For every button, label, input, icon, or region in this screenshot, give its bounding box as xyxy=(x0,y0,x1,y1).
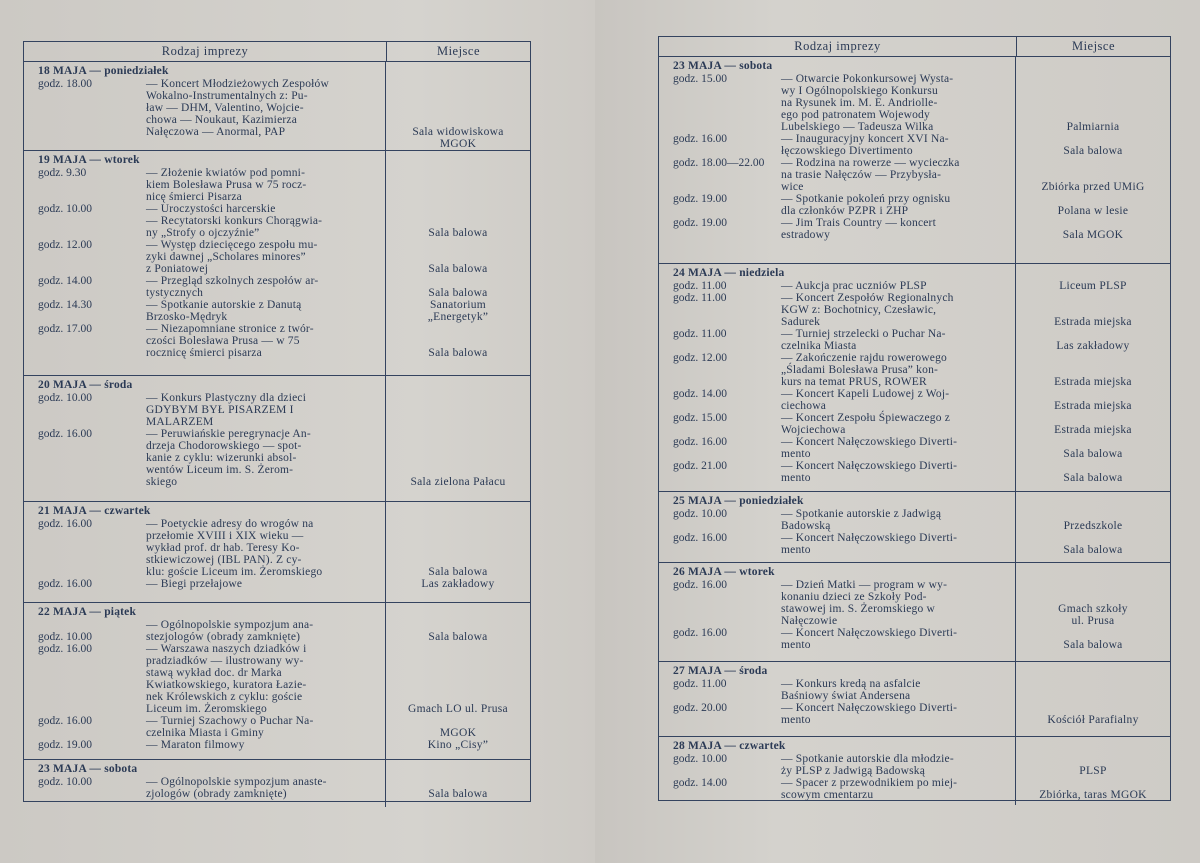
day-section xyxy=(659,662,1170,737)
event-time: godz. 10.00 xyxy=(38,203,92,215)
day-title: 23 MAJA — sobota xyxy=(38,763,138,775)
event-time: godz. 16.00 xyxy=(38,428,92,440)
event-row xyxy=(38,215,379,239)
event-description: — Warszawa naszych dziadków i pradziadków — ilustrowany wy- stawą wykład doc. dr Marka Kwiatkowskiego, kuratora Łazie- nek Królewskich z cyklu: goście Liceum im. Żeromskiego xyxy=(146,643,307,715)
event-time: godz. 16.00 xyxy=(38,715,92,727)
event-description: — Dzień Matki — program w wy- konaniu dzieci ze Szkoły Pod- stawowej im. S. Żeromskiego w Nałęczowie xyxy=(781,579,948,627)
event-row xyxy=(38,239,379,275)
event-row xyxy=(38,715,379,739)
day-places xyxy=(386,502,530,602)
event-time: godz. 14.00 xyxy=(673,777,727,789)
event-row xyxy=(673,436,1009,460)
event-row xyxy=(673,73,1009,133)
day-section xyxy=(24,151,530,376)
event-place: Polana w lesie xyxy=(1057,205,1129,217)
event-place: Estrada miejska xyxy=(1054,424,1132,436)
day-events xyxy=(24,603,386,759)
event-place: Przedszkole xyxy=(1063,520,1123,532)
event-time: godz. 16.00 xyxy=(38,578,92,590)
event-place: Sala balowa xyxy=(1063,145,1123,157)
event-row xyxy=(38,631,379,643)
event-time xyxy=(38,215,146,239)
event-description: — Ogólnopolskie sympozjum anaste- zjologów (obrady zamknięte) xyxy=(146,776,327,800)
event-description: — Biegi przełajowe xyxy=(146,578,243,590)
day-events xyxy=(659,492,1016,562)
header-place: Miejsce xyxy=(1071,39,1116,53)
day-places xyxy=(1016,492,1170,562)
day-events xyxy=(24,151,386,375)
day-section xyxy=(659,492,1170,563)
event-description: — Koncert Nałęczowskiego Diverti- mento xyxy=(781,702,958,726)
event-time xyxy=(38,619,146,631)
event-row xyxy=(38,578,379,590)
day-section xyxy=(659,737,1170,805)
event-row xyxy=(673,292,1009,328)
event-description: — Recytatorski konkurs Chorągwia- ny „Strofy o ojczyźnie” xyxy=(146,215,323,239)
event-place: Sala balowa xyxy=(428,788,488,800)
event-row xyxy=(673,753,1009,777)
event-description: — Spotkanie pokoleń przy ognisku dla członków PZPR i ZHP xyxy=(781,193,951,217)
event-time: godz. 16.00 xyxy=(673,627,727,639)
day-title: 23 MAJA — sobota xyxy=(673,60,773,72)
header-event-type: Rodzaj imprezy xyxy=(659,37,1017,56)
event-place: Sala balowa xyxy=(1063,639,1123,651)
event-description: — Koncert Kapeli Ludowej z Woj- ciechowa xyxy=(781,388,950,412)
day-events xyxy=(659,264,1016,491)
event-place: Sala balowa xyxy=(428,227,488,239)
event-row xyxy=(673,388,1009,412)
event-place: Zbiórka, taras MGOK xyxy=(1039,789,1147,801)
event-time: godz. 16.00 xyxy=(38,643,92,655)
event-row xyxy=(38,643,379,715)
event-time: godz. 10.00 xyxy=(673,753,727,765)
day-events xyxy=(24,62,386,150)
event-row xyxy=(38,392,379,428)
event-description: — Otwarcie Pokonkursowej Wysta- wy I Ogólnopolskiego Konkursu na Rysunek im. M. E. Andriolle- ego pod patronatem Wojewody Lubelskiego — Tadeusza Wilka xyxy=(781,73,954,133)
event-row xyxy=(38,776,379,800)
event-row xyxy=(673,532,1009,556)
day-section xyxy=(24,760,530,807)
event-description: — Spotkanie autorskie dla młodzie- ży PLSP z Jadwigą Badowską xyxy=(781,753,954,777)
day-section xyxy=(24,603,530,760)
day-places xyxy=(1016,57,1170,263)
day-title: 24 MAJA — niedziela xyxy=(673,267,785,279)
event-row xyxy=(38,203,379,215)
event-place: Gmach LO ul. Prusa xyxy=(408,703,508,715)
event-description: — Rodzina na rowerze — wycieczka na trasie Nałęczów — Przybysła- wice xyxy=(781,157,960,193)
event-time: godz. 10.00 xyxy=(38,631,92,643)
event-description: — Aukcja prac uczniów PLSP xyxy=(781,280,927,292)
event-description: — Poetyckie adresy do wrogów na przełomie XVIII i XIX wieku — wykład prof. dr hab. Teresy Ko- stkiewiczowej (IBL PAN). Z cy- klu: goście Liceum im. Żeromskiego xyxy=(146,518,323,578)
day-title: 27 MAJA — środa xyxy=(673,665,768,677)
event-description: — Koncert Zespołu Śpiewaczego z Wojciechowa xyxy=(781,412,951,436)
day-places xyxy=(1016,662,1170,736)
event-place: Sala MGOK xyxy=(1062,229,1124,241)
day-title: 26 MAJA — wtorek xyxy=(673,566,775,578)
event-time: godz. 10.00 xyxy=(673,508,727,520)
event-time: godz. 18.00 xyxy=(38,78,92,90)
day-events xyxy=(659,737,1016,805)
event-time: godz. 10.00 xyxy=(38,776,92,788)
day-places xyxy=(386,376,530,501)
event-row xyxy=(673,460,1009,484)
event-description: — Jim Trais Country — koncert estradowy xyxy=(781,217,936,241)
event-row xyxy=(38,518,379,578)
event-time: godz. 15.00 xyxy=(673,412,727,424)
event-row xyxy=(673,627,1009,651)
event-place: Palmiarnia xyxy=(1066,121,1120,133)
day-places xyxy=(1016,563,1170,661)
event-row xyxy=(38,428,379,488)
event-place: Sala zielona Pałacu xyxy=(410,476,506,488)
event-description: — Koncert Nałęczowskiego Diverti- mento xyxy=(781,532,958,556)
event-description: — Niezapomniane stronice z twór- czości Bolesława Prusa — w 75 rocznicę śmierci pisarza xyxy=(146,323,314,359)
event-time: godz. 19.00 xyxy=(38,739,92,751)
day-events xyxy=(24,760,386,807)
day-events xyxy=(659,57,1016,263)
day-events xyxy=(659,662,1016,736)
event-time: godz. 12.00 xyxy=(673,352,727,364)
event-time: godz. 16.00 xyxy=(673,532,727,544)
event-row xyxy=(673,777,1009,801)
event-time: godz. 11.00 xyxy=(673,678,727,690)
event-time: godz. 16.00 xyxy=(673,133,727,145)
event-row xyxy=(673,579,1009,627)
event-time: godz. 10.00 xyxy=(38,392,92,404)
day-places xyxy=(386,760,530,807)
event-row xyxy=(38,323,379,359)
day-title: 22 MAJA — piątek xyxy=(38,606,137,618)
event-time: godz. 16.00 xyxy=(673,436,727,448)
event-description: — Koncert Nałęczowskiego Diverti- mento xyxy=(781,627,958,651)
event-description: — Występ dziecięcego zespołu mu- zyki dawnej „Scholares minores” z Poniatowej xyxy=(146,239,318,275)
event-description: stezjologów (obrady zamknięte) xyxy=(146,631,301,643)
event-place: Estrada miejska xyxy=(1054,316,1132,328)
day-places xyxy=(386,603,530,759)
event-time: godz. 14.00 xyxy=(38,275,92,287)
event-place: Sala balowa xyxy=(428,631,488,643)
event-time: godz. 9.30 xyxy=(38,167,87,179)
event-row xyxy=(673,328,1009,352)
event-place: Estrada miejska xyxy=(1054,400,1132,412)
event-description: — Inauguracyjny koncert XVI Na- łęczowskiego Divertimento xyxy=(781,133,949,157)
event-description: — Przegląd szkolnych zespołów ar- tystycznych xyxy=(146,275,319,299)
day-places xyxy=(386,151,530,375)
event-row xyxy=(673,508,1009,532)
day-events xyxy=(24,376,386,501)
day-places xyxy=(1016,737,1170,805)
event-row xyxy=(673,193,1009,217)
day-section xyxy=(24,502,530,603)
event-place: Zbiórka przed UMiG xyxy=(1041,181,1145,193)
event-description: — Koncert Nałęczowskiego Diverti- mento xyxy=(781,436,958,460)
event-time: godz. 16.00 xyxy=(673,579,727,591)
event-place: MGOK Kino „Cisy” xyxy=(427,727,489,751)
event-time: godz. 14.00 xyxy=(673,388,727,400)
event-place: Sala balowa xyxy=(1063,472,1123,484)
event-place: Estrada miejska xyxy=(1054,376,1132,388)
event-time: godz. 11.00 xyxy=(673,280,727,292)
event-row xyxy=(673,280,1009,292)
day-section xyxy=(659,264,1170,492)
day-places xyxy=(386,62,530,150)
event-time: godz. 18.00—22.00 xyxy=(673,157,765,169)
day-title: 20 MAJA — środa xyxy=(38,379,133,391)
event-description: — Konkurs Plastyczny dla dzieci GDYBYM BYŁ PISARZEM I MALARZEM xyxy=(146,392,307,428)
event-row xyxy=(38,275,379,299)
event-time: godz. 20.00 xyxy=(673,702,727,714)
event-time: godz. 15.00 xyxy=(673,73,727,85)
event-description: — Spotkanie autorskie z Danutą Brzosko-Mędryk xyxy=(146,299,302,323)
day-title: 21 MAJA — czwartek xyxy=(38,505,151,517)
event-time: godz. 17.00 xyxy=(38,323,92,335)
event-row xyxy=(673,157,1009,193)
day-section xyxy=(24,376,530,502)
day-title: 18 MAJA — poniedziałek xyxy=(38,65,169,77)
table-header xyxy=(659,37,1170,57)
event-time: godz. 11.00 xyxy=(673,292,727,304)
event-row xyxy=(38,299,379,323)
event-time: godz. 16.00 xyxy=(38,518,92,530)
day-title: 25 MAJA — poniedziałek xyxy=(673,495,804,507)
event-description: — Złożenie kwiatów pod pomni- kiem Bolesława Prusa w 75 rocz- nicę śmierci Pisarza xyxy=(146,167,307,203)
table-header xyxy=(24,42,530,62)
event-place: PLSP xyxy=(1079,765,1107,777)
event-row xyxy=(673,678,1009,702)
event-description: — Maraton filmowy xyxy=(146,739,245,751)
event-place: Sala balowa Las zakładowy xyxy=(421,566,495,590)
day-section xyxy=(659,57,1170,264)
event-place: Gmach szkoły ul. Prusa xyxy=(1058,603,1128,627)
event-description: — Peruwiańskie peregrynacje An- drzeja Chodorowskiego — spot- kanie z cyklu: wizerunki absol- wentów Liceum im. S. Żerom- skiego xyxy=(146,428,311,488)
event-description: — Turniej strzelecki o Puchar Na- czelnika Miasta xyxy=(781,328,946,352)
event-place: Las zakładowy xyxy=(1056,340,1130,352)
day-title: 28 MAJA — czwartek xyxy=(673,740,786,752)
day-section xyxy=(659,563,1170,662)
event-description: — Spotkanie autorskie z Jadwigą Badowską xyxy=(781,508,942,532)
event-place: Sala balowa xyxy=(1063,448,1123,460)
event-time: godz. 14.30 xyxy=(38,299,92,311)
event-time: godz. 11.00 xyxy=(673,328,727,340)
day-section xyxy=(24,62,530,151)
event-place: Kościół Parafialny xyxy=(1047,714,1139,726)
event-time: godz. 19.00 xyxy=(673,193,727,205)
event-row xyxy=(673,217,1009,241)
event-row xyxy=(38,78,379,138)
event-row xyxy=(38,167,379,203)
header-place: Miejsce xyxy=(436,44,481,58)
event-place: Sala balowa Sanatorium „Energetyk” xyxy=(427,287,489,323)
day-events xyxy=(659,563,1016,661)
day-places xyxy=(1016,264,1170,491)
day-title: 19 MAJA — wtorek xyxy=(38,154,140,166)
event-description: — Konkurs kredą na asfalcie Baśniowy świat Andersena xyxy=(781,678,921,702)
event-place: Sala widowiskowa MGOK xyxy=(412,126,504,150)
event-time: godz. 21.00 xyxy=(673,460,727,472)
event-time: godz. 12.00 xyxy=(38,239,92,251)
event-description: — Koncert Młodzieżowych Zespołów Wokalno-Instrumentalnych z: Pu- ław — DHM, Valentino, Wojcie- chowa — Noukaut, Kazimierza Nałęczowa — Anormal, PAP xyxy=(146,78,330,138)
event-place: Sala balowa xyxy=(1063,544,1123,556)
event-description: — Koncert Nałęczowskiego Diverti- mento xyxy=(781,460,958,484)
event-description: — Turniej Szachowy o Puchar Na- czelnika Miasta i Gminy xyxy=(146,715,314,739)
event-row xyxy=(673,412,1009,436)
event-description: — Koncert Zespołów Regionalnych KGW z: Bochotnicy, Czesławic, Sadurek xyxy=(781,292,954,328)
event-description: — Zakończenie rajdu rowerowego „Śladami Bolesława Prusa” kon- kurs na temat PRUS, ROWER xyxy=(781,352,947,388)
schedule-table-right xyxy=(658,36,1171,801)
event-description: — Uroczystości harcerskie xyxy=(146,203,276,215)
event-description: — Spacer z przewodnikiem po miej- scowym cmentarzu xyxy=(781,777,958,801)
schedule-table-left xyxy=(23,41,531,802)
event-time: godz. 19.00 xyxy=(673,217,727,229)
event-row xyxy=(673,702,1009,726)
header-event-type: Rodzaj imprezy xyxy=(24,42,387,61)
event-row xyxy=(673,133,1009,157)
day-events xyxy=(24,502,386,602)
event-description: — Ogólnopolskie sympozjum ana- xyxy=(146,619,314,631)
event-row xyxy=(673,352,1009,388)
event-row xyxy=(38,619,379,631)
event-place: Liceum PLSP xyxy=(1059,280,1127,292)
event-place: Sala balowa xyxy=(428,347,488,359)
event-row xyxy=(38,739,379,751)
event-place: Sala balowa xyxy=(428,263,488,275)
